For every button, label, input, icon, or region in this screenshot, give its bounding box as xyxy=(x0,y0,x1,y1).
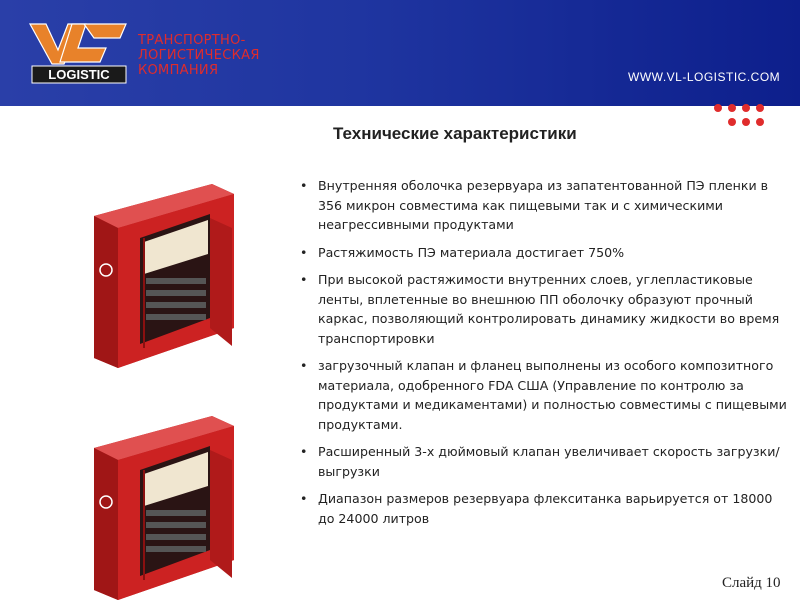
list-item: • Растяжимость ПЭ материала достигает 750% xyxy=(298,243,790,263)
list-item: • При высокой растяжимости внутренних слоев, углепластиковые ленты, вплетенные во внешнюю ПП оболочку образуют прочный каркас, позволяющий контролировать динамику жидкости во время транспортировки xyxy=(298,270,790,348)
company-line-2: ЛОГИСТИЧЕСКАЯ xyxy=(138,48,260,63)
decorative-dots xyxy=(712,103,772,129)
flexitank-container-image xyxy=(84,178,244,374)
list-item: • загрузочный клапан и фланец выполнены из особого композитного материала, одобренного FDA США (Управление по контролю за продуктами и медикаментами) и полностью совместимы с пищевыми продуктами. xyxy=(298,356,790,434)
vl-logistic-logo xyxy=(28,18,130,86)
slide-title: Технические характеристики xyxy=(333,124,577,143)
slide-number: Слайд 10 xyxy=(722,575,781,591)
header-banner xyxy=(0,0,800,106)
list-item: • Диапазон размеров резервуара флекситанка варьируется от 18000 до 24000 литров xyxy=(298,489,790,528)
company-line-3: КОМПАНИЯ xyxy=(138,63,219,78)
list-item: • Внутренняя оболочка резервуара из запатентованной ПЭ пленки в 356 микрон совместима как пищевыми так и с химическими неагрессивными продуктами xyxy=(298,176,790,235)
flexitank-container-image xyxy=(84,410,244,606)
company-name xyxy=(138,33,260,78)
logo-text: LOGISTIC xyxy=(48,67,110,82)
company-line-1: ТРАНСПОРТНО- xyxy=(138,33,246,48)
website-link[interactable]: WWW.VL-LOGISTIC.COM xyxy=(628,70,781,84)
specs-list xyxy=(298,176,790,536)
list-item: • Расширенный 3-х дюймовый клапан увеличивает скорость загрузки/выгрузки xyxy=(298,442,790,481)
